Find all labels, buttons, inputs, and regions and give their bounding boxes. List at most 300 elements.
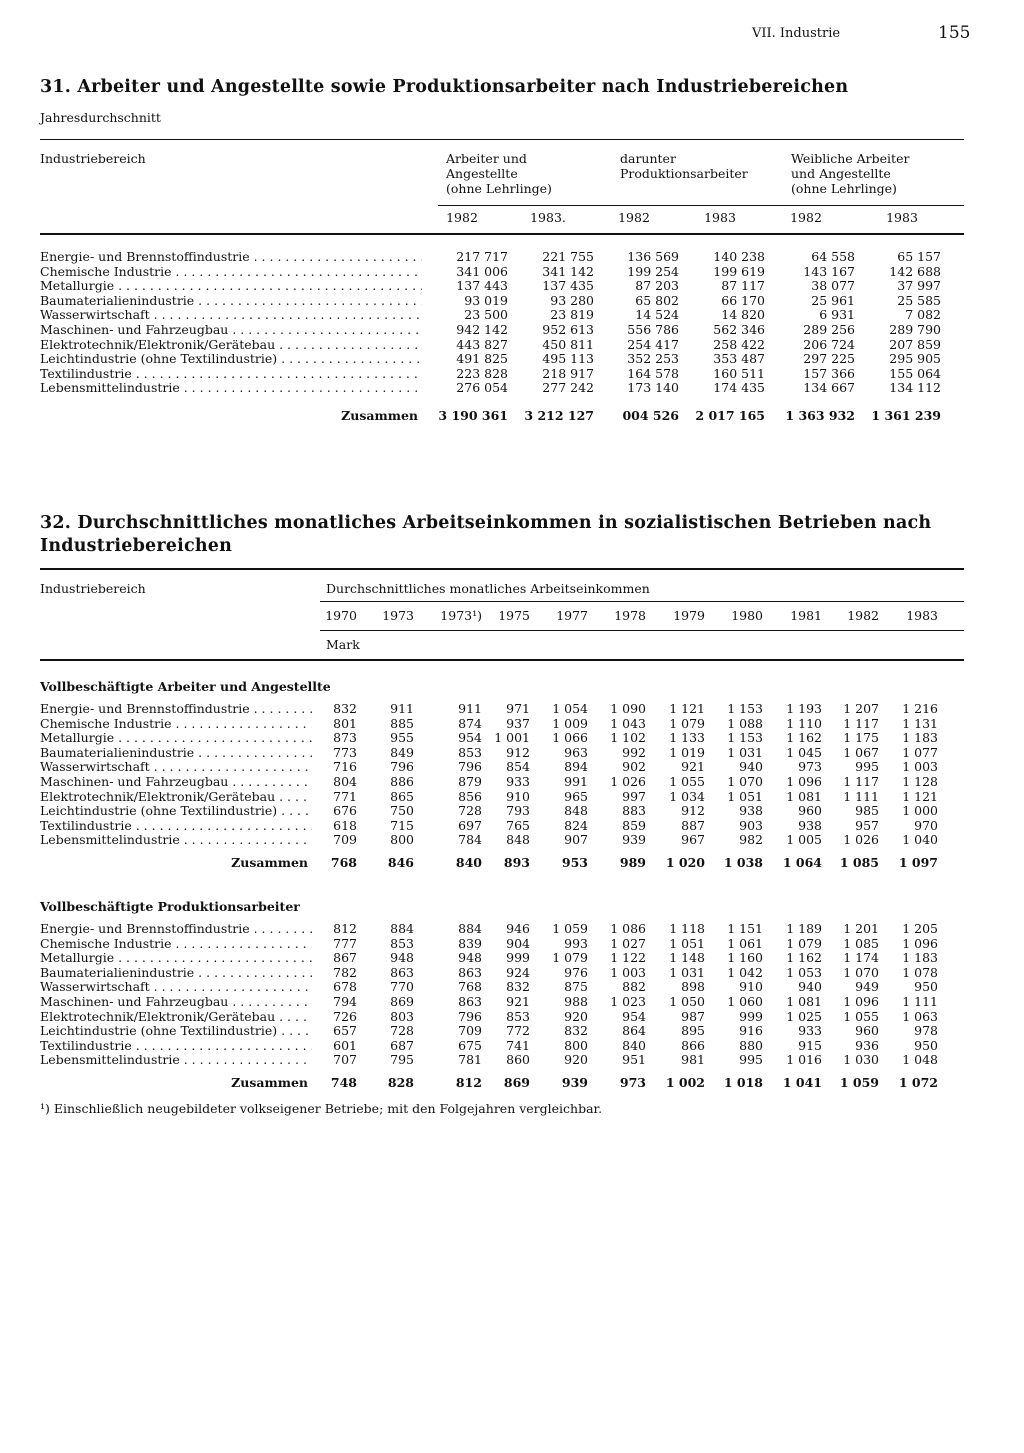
total-cell: 768 xyxy=(330,855,357,870)
table-cell: 341 142 xyxy=(542,263,594,279)
table-cell: 1 216 xyxy=(902,701,938,716)
table-cell: 832 xyxy=(333,701,357,716)
table-cell: 1 026 xyxy=(843,832,879,848)
year-header: 1975 xyxy=(498,608,530,623)
table-cell: 938 xyxy=(798,817,822,833)
table-cell: 848 xyxy=(506,832,530,848)
table-cell: 985 xyxy=(855,803,879,819)
table-cell: 869 xyxy=(390,994,414,1009)
table-cell: 912 xyxy=(506,744,530,760)
table-cell: 140 238 xyxy=(713,249,765,264)
table-cell: 164 578 xyxy=(627,365,679,381)
table-row-label: Maschinen- und Fahrzeugbau . . . xyxy=(40,995,312,1010)
table-cell: 25 585 xyxy=(897,292,941,308)
table-row-label: Lebensmittelindustrie . . . xyxy=(40,381,422,396)
table-cell: 967 xyxy=(681,832,705,848)
table-row-label: Baumaterialienindustrie . . . xyxy=(40,966,312,981)
table-cell: 1 019 xyxy=(669,744,705,760)
table-cell: 23 500 xyxy=(464,307,508,323)
table-cell: 970 xyxy=(914,817,938,833)
table-cell: 933 xyxy=(798,1023,822,1039)
table-cell: 768 xyxy=(458,979,482,995)
table-cell: 491 825 xyxy=(456,351,508,367)
table-cell: 64 558 xyxy=(811,249,855,264)
t31-year-1: 1982 xyxy=(446,210,478,225)
table-cell: 142 688 xyxy=(889,263,941,279)
table-cell: 796 xyxy=(458,759,482,775)
table-row-label: Chemische Industrie . . . xyxy=(40,717,312,732)
table-row-label: Baumaterialienindustrie . . . xyxy=(40,746,312,761)
table-cell: 1 005 xyxy=(786,832,822,848)
table-cell: 937 xyxy=(506,715,530,731)
table32-unit: Mark xyxy=(326,637,360,652)
table-cell: 1 110 xyxy=(786,715,822,731)
table-cell: 867 xyxy=(333,950,357,966)
table32-header-rule xyxy=(40,659,964,661)
table-cell: 940 xyxy=(798,979,822,995)
table-cell: 991 xyxy=(564,774,588,789)
year-header: 1983 xyxy=(906,608,938,623)
table-cell: 948 xyxy=(390,950,414,966)
total-cell: 3 212 127 xyxy=(524,408,594,423)
table-cell: 793 xyxy=(506,803,530,819)
table-cell: 866 xyxy=(681,1037,705,1053)
total-cell: 1 064 xyxy=(782,855,822,870)
table-cell: 14 820 xyxy=(721,307,765,323)
table-cell: 137 443 xyxy=(456,278,508,294)
table-cell: 1 081 xyxy=(786,994,822,1009)
total-label: Zusammen xyxy=(231,1075,308,1090)
table-cell: 1 153 xyxy=(727,730,763,746)
table-cell: 954 xyxy=(458,730,482,746)
t31-year-5: 1982 xyxy=(790,210,822,225)
table-cell: 950 xyxy=(914,1037,938,1053)
total-cell: 893 xyxy=(503,855,530,870)
table-cell: 1 054 xyxy=(552,701,588,716)
table-cell: 924 xyxy=(506,964,530,980)
table-cell: 960 xyxy=(855,1023,879,1039)
table-cell: 1 151 xyxy=(727,921,763,936)
table-cell: 903 xyxy=(739,817,763,833)
table-cell: 885 xyxy=(390,715,414,731)
table-cell: 981 xyxy=(681,1052,705,1068)
table-cell: 859 xyxy=(622,817,646,833)
table-cell: 955 xyxy=(390,730,414,746)
table-cell: 157 366 xyxy=(803,365,855,381)
table-cell: 601 xyxy=(333,1037,357,1053)
table31-col-label: Industriebereich xyxy=(40,151,146,166)
table-cell: 136 569 xyxy=(627,249,679,264)
table-cell: 853 xyxy=(390,935,414,951)
table-cell: 1 023 xyxy=(610,994,646,1009)
table-cell: 976 xyxy=(564,964,588,980)
table-cell: 207 859 xyxy=(889,336,941,352)
table-cell: 988 xyxy=(564,994,588,1009)
table-cell: 1 121 xyxy=(669,701,705,716)
table-cell: 173 140 xyxy=(627,380,679,396)
table-cell: 1 070 xyxy=(727,774,763,789)
table-row-label: Maschinen- und Fahrzeugbau . . . xyxy=(40,323,422,338)
table-cell: 856 xyxy=(458,788,482,804)
table-cell: 687 xyxy=(390,1037,414,1053)
table-cell: 174 435 xyxy=(713,380,765,396)
table-cell: 801 xyxy=(333,715,357,731)
t31-group3-line1: Weibliche Arbeiter xyxy=(791,151,910,166)
table-cell: 963 xyxy=(564,744,588,760)
table-cell: 796 xyxy=(390,759,414,775)
total-cell: 1 038 xyxy=(723,855,763,870)
table-row-label: Energie- und Brennstoffindustrie . . . xyxy=(40,250,422,265)
table-cell: 341 006 xyxy=(456,263,508,279)
table-cell: 66 170 xyxy=(721,292,765,308)
table-cell: 911 xyxy=(458,701,482,716)
table-row-label: Textilindustrie . . . xyxy=(40,367,422,382)
table-cell: 25 961 xyxy=(811,292,855,308)
table-cell: 65 802 xyxy=(635,292,679,308)
total-cell: 953 xyxy=(561,855,588,870)
table-cell: 206 724 xyxy=(803,336,855,352)
year-header: 1980 xyxy=(731,608,763,623)
table-cell: 352 253 xyxy=(627,351,679,367)
table-cell: 1 096 xyxy=(786,774,822,789)
table-cell: 218 917 xyxy=(542,365,594,381)
table-cell: 880 xyxy=(739,1037,763,1053)
table-row-label: Elektrotechnik/Elektronik/Gerätebau . . . xyxy=(40,1010,312,1025)
total-cell: 973 xyxy=(619,1075,646,1090)
table-cell: 921 xyxy=(506,994,530,1009)
table-cell: 562 346 xyxy=(713,322,765,337)
table-cell: 1 128 xyxy=(902,774,938,789)
table31-subtitle: Jahresdurchschnitt xyxy=(40,110,161,125)
table-cell: 942 142 xyxy=(456,322,508,337)
table-cell: 87 203 xyxy=(635,278,679,294)
table-cell: 939 xyxy=(622,832,646,848)
table-row-label: Textilindustrie . . . xyxy=(40,1039,312,1054)
table-cell: 1 061 xyxy=(727,935,763,951)
table-cell: 14 524 xyxy=(635,307,679,323)
table-cell: 912 xyxy=(681,803,705,819)
table-cell: 1 079 xyxy=(552,950,588,966)
total-cell: 1 085 xyxy=(839,855,879,870)
table-cell: 978 xyxy=(914,1023,938,1039)
table-cell: 936 xyxy=(855,1037,879,1053)
table-row-label: Elektrotechnik/Elektronik/Gerätebau . . . xyxy=(40,790,312,805)
year-header: 1977 xyxy=(556,608,588,623)
table-cell: 777 xyxy=(333,935,357,951)
total-label: Zusammen xyxy=(231,855,308,870)
table-cell: 1 090 xyxy=(610,701,646,716)
table-row-label: Metallurgie . . . xyxy=(40,731,312,746)
table-cell: 1 000 xyxy=(902,803,938,819)
total-cell: 1 072 xyxy=(898,1075,938,1090)
table-cell: 1 031 xyxy=(669,964,705,980)
table-cell: 765 xyxy=(506,817,530,833)
table-cell: 853 xyxy=(458,744,482,760)
table-cell: 709 xyxy=(333,832,357,848)
table-cell: 907 xyxy=(564,832,588,848)
total-cell: 1 018 xyxy=(723,1075,763,1090)
table-row-label: Chemische Industrie . . . xyxy=(40,265,422,280)
table-cell: 1 174 xyxy=(843,950,879,966)
table-cell: 1 042 xyxy=(727,964,763,980)
table-cell: 1 003 xyxy=(902,759,938,775)
total-cell: 1 041 xyxy=(782,1075,822,1090)
total-cell: 1 002 xyxy=(665,1075,705,1090)
table-cell: 992 xyxy=(622,744,646,760)
table-row-label: Maschinen- und Fahrzeugbau . . . xyxy=(40,775,312,790)
table-cell: 770 xyxy=(390,979,414,995)
table-cell: 1 051 xyxy=(669,935,705,951)
table-cell: 874 xyxy=(458,715,482,731)
table-cell: 965 xyxy=(564,788,588,804)
table-cell: 796 xyxy=(458,1008,482,1024)
table-cell: 875 xyxy=(564,979,588,995)
table-cell: 997 xyxy=(622,788,646,804)
table-cell: 940 xyxy=(739,759,763,775)
table-cell: 223 828 xyxy=(456,365,508,381)
table-cell: 1 066 xyxy=(552,730,588,746)
total-cell: 1 361 239 xyxy=(871,408,941,423)
table-cell: 771 xyxy=(333,788,357,804)
table-cell: 134 667 xyxy=(803,380,855,396)
table-cell: 155 064 xyxy=(889,365,941,381)
table-cell: 993 xyxy=(564,935,588,951)
table-cell: 915 xyxy=(798,1037,822,1053)
table-cell: 957 xyxy=(855,817,879,833)
year-header: 1979 xyxy=(673,608,705,623)
table32-title-line1: 32. Durchschnittliches monatliches Arbeitseinkommen in sozialistischen Betrieben nach xyxy=(40,513,932,533)
table32-title-line2: Industriebereichen xyxy=(40,536,233,556)
table-cell: 1 085 xyxy=(843,935,879,951)
table-cell: 1 175 xyxy=(843,730,879,746)
table-cell: 1 117 xyxy=(843,774,879,789)
total-cell: 3 190 361 xyxy=(438,408,508,423)
table-cell: 277 242 xyxy=(542,380,594,396)
section-heading: Vollbeschäftigte Arbeiter und Angestellte xyxy=(40,679,331,694)
table-cell: 800 xyxy=(564,1037,588,1053)
table-cell: 495 113 xyxy=(542,351,594,367)
table-cell: 920 xyxy=(564,1008,588,1024)
table-cell: 999 xyxy=(739,1008,763,1024)
table-cell: 289 256 xyxy=(803,322,855,337)
t31-group1-line2: Angestellte xyxy=(446,166,518,181)
table-cell: 879 xyxy=(458,774,482,789)
table-cell: 840 xyxy=(622,1037,646,1053)
table-row-label: Wasserwirtschaft . . . xyxy=(40,760,312,775)
table-cell: 1 183 xyxy=(902,950,938,966)
table-cell: 954 xyxy=(622,1008,646,1024)
t31-year-2: 1983. xyxy=(530,210,566,225)
table-cell: 1 111 xyxy=(843,788,879,804)
table-cell: 804 xyxy=(333,774,357,789)
table-cell: 1 133 xyxy=(669,730,705,746)
table-cell: 6 931 xyxy=(819,307,855,323)
total-cell: 1 020 xyxy=(665,855,705,870)
table-cell: 1 207 xyxy=(843,701,879,716)
t31-group2-line2: Produktionsarbeiter xyxy=(620,166,748,181)
table32-top-rule xyxy=(40,568,964,570)
table-cell: 716 xyxy=(333,759,357,775)
table-cell: 910 xyxy=(739,979,763,995)
section-title: VII. Industrie xyxy=(752,26,841,41)
total-cell: 869 xyxy=(503,1075,530,1090)
table-cell: 289 790 xyxy=(889,322,941,337)
table-cell: 295 905 xyxy=(889,351,941,367)
table-cell: 794 xyxy=(333,994,357,1009)
table-cell: 938 xyxy=(739,803,763,819)
total-cell: 846 xyxy=(387,855,414,870)
table-row-label: Metallurgie . . . xyxy=(40,279,422,294)
table-cell: 860 xyxy=(506,1052,530,1068)
table-cell: 1 026 xyxy=(610,774,646,789)
table-cell: 1 081 xyxy=(786,788,822,804)
table-cell: 1 160 xyxy=(727,950,763,966)
table32-footnote: ¹) Einschließlich neugebildeter volkseigener Betriebe; mit den Folgejahren vergleichbar. xyxy=(40,1101,603,1116)
table-cell: 849 xyxy=(390,744,414,760)
table-cell: 951 xyxy=(622,1052,646,1068)
table-cell: 1 121 xyxy=(902,788,938,804)
table-cell: 1 078 xyxy=(902,964,938,980)
table-cell: 1 102 xyxy=(610,730,646,746)
table-cell: 863 xyxy=(390,964,414,980)
table-cell: 1 045 xyxy=(786,744,822,760)
table-cell: 1 031 xyxy=(727,744,763,760)
total-cell: 840 xyxy=(455,855,482,870)
table-cell: 904 xyxy=(506,935,530,951)
table-cell: 1 148 xyxy=(669,950,705,966)
table-cell: 863 xyxy=(458,994,482,1009)
table-cell: 987 xyxy=(681,1008,705,1024)
table-cell: 556 786 xyxy=(627,322,679,337)
table-cell: 1 162 xyxy=(786,950,822,966)
table-cell: 1 050 xyxy=(669,994,705,1009)
table-cell: 93 019 xyxy=(464,292,508,308)
table-cell: 864 xyxy=(622,1023,646,1039)
table-cell: 728 xyxy=(458,803,482,819)
total-cell: 004 526 xyxy=(622,408,679,423)
table-cell: 1 043 xyxy=(610,715,646,731)
table-cell: 1 183 xyxy=(902,730,938,746)
table-cell: 276 054 xyxy=(456,380,508,396)
table-cell: 781 xyxy=(458,1052,482,1068)
table-cell: 1 189 xyxy=(786,921,822,936)
table-cell: 800 xyxy=(390,832,414,848)
table-cell: 865 xyxy=(390,788,414,804)
table-cell: 1 079 xyxy=(669,715,705,731)
table-cell: 948 xyxy=(458,950,482,966)
table-cell: 1 034 xyxy=(669,788,705,804)
table-cell: 1 070 xyxy=(843,964,879,980)
table-cell: 960 xyxy=(798,803,822,819)
table-cell: 772 xyxy=(506,1023,530,1039)
table-cell: 832 xyxy=(506,979,530,995)
table-cell: 1 118 xyxy=(669,921,705,936)
t31-year-3: 1982 xyxy=(618,210,650,225)
table-cell: 93 280 xyxy=(550,292,594,308)
table-cell: 1 193 xyxy=(786,701,822,716)
table-cell: 1 009 xyxy=(552,715,588,731)
table-cell: 1 001 xyxy=(494,730,530,746)
table-cell: 982 xyxy=(739,832,763,848)
table-cell: 675 xyxy=(458,1037,482,1053)
table-cell: 715 xyxy=(390,817,414,833)
table-cell: 134 112 xyxy=(889,380,941,396)
table-cell: 199 254 xyxy=(627,263,679,279)
table-cell: 618 xyxy=(333,817,357,833)
table-cell: 657 xyxy=(333,1023,357,1039)
year-header: 1982 xyxy=(847,608,879,623)
table-row-label: Lebensmittelindustrie . . . xyxy=(40,833,312,848)
table-cell: 1 205 xyxy=(902,921,938,936)
table-cell: 895 xyxy=(681,1023,705,1039)
table-cell: 7 082 xyxy=(905,307,941,323)
table-cell: 1 059 xyxy=(552,921,588,936)
table-cell: 87 117 xyxy=(721,278,765,294)
table-cell: 1 067 xyxy=(843,744,879,760)
year-header: 1973¹) xyxy=(440,608,482,623)
table-cell: 911 xyxy=(390,701,414,716)
table-cell: 995 xyxy=(739,1052,763,1068)
table-cell: 894 xyxy=(564,759,588,775)
table-row-label: Leichtindustrie (ohne Textilindustrie) . . . xyxy=(40,1024,312,1039)
table-cell: 750 xyxy=(390,803,414,819)
table32-group-label: Durchschnittliches monatliches Arbeitseinkommen xyxy=(326,581,650,596)
table-cell: 297 225 xyxy=(803,351,855,367)
table32-group-rule xyxy=(320,601,964,602)
table-row-label: Wasserwirtschaft . . . xyxy=(40,980,312,995)
table-cell: 37 997 xyxy=(897,278,941,294)
section-heading: Vollbeschäftigte Produktionsarbeiter xyxy=(40,899,300,914)
table-cell: 824 xyxy=(564,817,588,833)
page-header xyxy=(0,23,1024,50)
table-cell: 1 003 xyxy=(610,964,646,980)
table-cell: 902 xyxy=(622,759,646,775)
page-number: 155 xyxy=(938,23,971,43)
table-cell: 920 xyxy=(564,1052,588,1068)
t31-year-4: 1983 xyxy=(704,210,736,225)
table-cell: 741 xyxy=(506,1037,530,1053)
table-cell: 916 xyxy=(739,1023,763,1039)
t31-group1-line1: Arbeiter und xyxy=(446,151,527,166)
table-row-label: Metallurgie . . . xyxy=(40,951,312,966)
table-cell: 678 xyxy=(333,979,357,995)
table-cell: 999 xyxy=(506,950,530,966)
year-header: 1981 xyxy=(790,608,822,623)
table-cell: 1 117 xyxy=(843,715,879,731)
table-row-label: Lebensmittelindustrie . . . xyxy=(40,1053,312,1068)
table-cell: 1 016 xyxy=(786,1052,822,1068)
table-cell: 65 157 xyxy=(897,249,941,264)
table-cell: 697 xyxy=(458,817,482,833)
table-cell: 1 030 xyxy=(843,1052,879,1068)
table-cell: 848 xyxy=(564,803,588,819)
table-cell: 254 417 xyxy=(627,336,679,352)
table-cell: 933 xyxy=(506,774,530,789)
table-row-label: Leichtindustrie (ohne Textilindustrie) . . . xyxy=(40,804,312,819)
table-cell: 1 162 xyxy=(786,730,822,746)
table-cell: 854 xyxy=(506,759,530,775)
table-cell: 1 040 xyxy=(902,832,938,848)
table-row-label: Elektrotechnik/Elektronik/Gerätebau . . . xyxy=(40,338,422,353)
table-cell: 1 063 xyxy=(902,1008,938,1024)
table-cell: 882 xyxy=(622,979,646,995)
table-cell: 1 060 xyxy=(727,994,763,1009)
table-cell: 1 201 xyxy=(843,921,879,936)
table-cell: 217 717 xyxy=(456,249,508,264)
table-cell: 921 xyxy=(681,759,705,775)
total-cell: 812 xyxy=(455,1075,482,1090)
table-cell: 884 xyxy=(458,921,482,936)
